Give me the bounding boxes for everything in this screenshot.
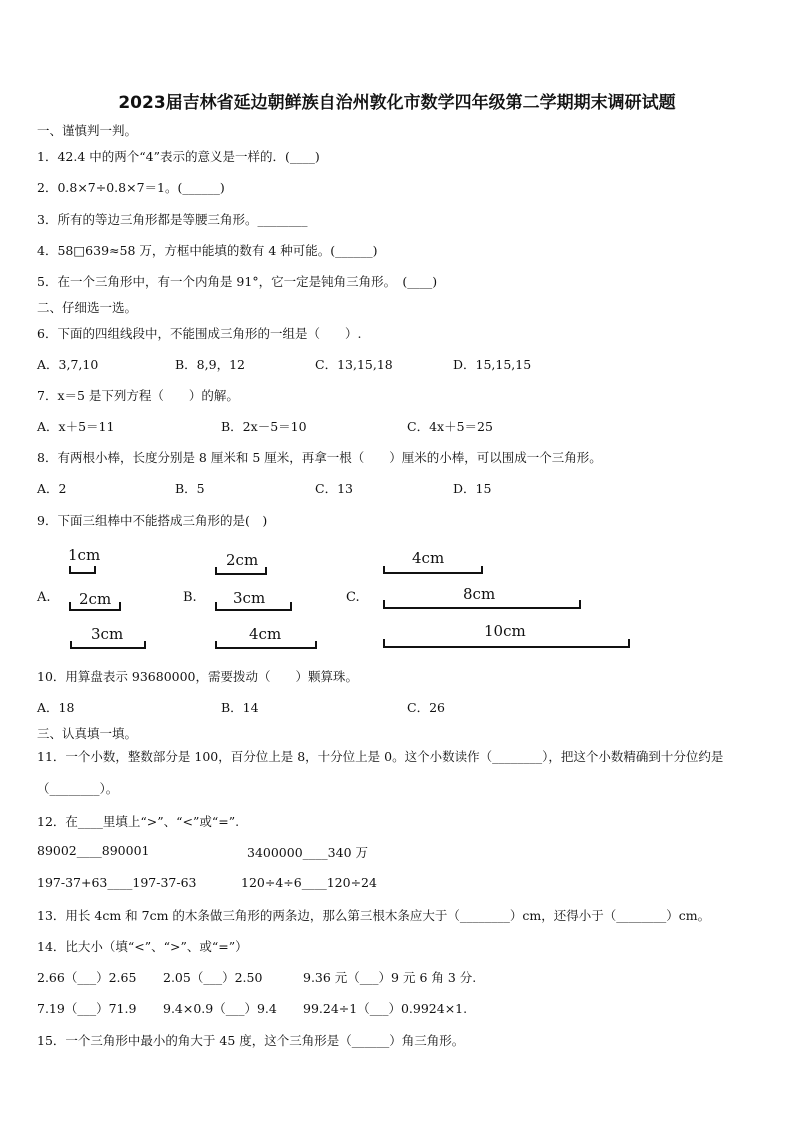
section-heading-2: 二、仔细选一选。: [37, 300, 138, 315]
question-10: 10．用算盘表示 93680000，需要拨动（ ）颗算珠。: [37, 669, 359, 684]
question-4: 4．58□639≈58 万，方框中能填的数有 4 种可能。(______): [37, 243, 378, 258]
stick-c2-length: 8cm: [463, 585, 496, 603]
q14-item-6: 99.24÷1（___）0.9924×1.: [303, 1001, 468, 1016]
question-9: 9．下面三组棒中不能搭成三角形的是( ): [37, 513, 268, 528]
q8-option-a: A．2: [37, 481, 67, 496]
q7-option-a: A．x＋5＝11: [37, 419, 115, 434]
q8-option-b: B．5: [175, 481, 205, 496]
question-5: 5．在一个三角形中，有一个内角是 91°，它一定是钝角三角形。 (____): [37, 274, 438, 289]
question-2: 2．0.8×7÷0.8×7＝1。(______): [37, 180, 225, 195]
q12-item-1: 89002____890001: [37, 843, 150, 858]
q6-option-d: D．15,15,15: [453, 357, 532, 372]
question-12: 12．在____里填上“>”、“<”或“=”.: [37, 814, 240, 829]
q12-item-4: 120÷4÷6____120÷24: [241, 875, 377, 890]
question-13: 13．用长 4cm 和 7cm 的木条做三角形的两条边，那么第三根木条应大于（________）cm，还得小于（________）cm。: [37, 908, 711, 923]
question-7: 7．x＝5 是下列方程（ ）的解。: [37, 388, 239, 403]
question-14: 14．比大小（填“<”、“>”、或“=”）: [37, 939, 248, 954]
q6-option-a: A．3,7,10: [37, 357, 99, 372]
q10-option-b: B．14: [221, 700, 259, 715]
q9-label-a: A.: [37, 590, 51, 605]
q12-item-3: 197-37+63____197-37-63: [37, 875, 197, 890]
q6-option-b: B．8,9，12: [175, 357, 245, 372]
stick-c1-length: 4cm: [412, 549, 445, 567]
q10-option-c: C．26: [407, 700, 445, 715]
section-heading-1: 一、谨慎判一判。: [37, 123, 138, 138]
stick-c3-length: 10cm: [484, 622, 526, 640]
stick-c3: [384, 639, 629, 647]
stick-b1-length: 2cm: [226, 551, 259, 569]
stick-a2-length: 2cm: [79, 590, 112, 608]
q6-option-c: C．13,15,18: [315, 357, 393, 372]
stick-c1: [384, 566, 482, 573]
page-title: 2023届吉林省延边朝鲜族自治州敦化市数学四年级第二学期期末调研试题: [118, 93, 676, 113]
question-6: 6．下面的四组线段中，不能围成三角形的一组是（ ）.: [37, 326, 362, 341]
stick-b2-length: 3cm: [233, 589, 266, 607]
q14-item-3: 9.36 元（___）9 元 6 角 3 分.: [303, 970, 477, 985]
question-15: 15．一个三角形中最小的角大于 45 度，这个三角形是（______）角三角形。: [37, 1033, 465, 1048]
q8-option-c: C．13: [315, 481, 353, 496]
q8-option-d: D．15: [453, 481, 492, 496]
q12-item-2: 3400000____340 万: [247, 845, 369, 860]
q9-stick-diagram: [0, 540, 794, 660]
stick-b3-length: 4cm: [249, 625, 282, 643]
q14-item-4: 7.19（___）71.9: [37, 1001, 137, 1016]
q7-option-c: C．4x＋5＝25: [407, 419, 493, 434]
section-heading-3: 三、认真填一填。: [37, 726, 138, 741]
question-8: 8．有两根小棒，长度分别是 8 厘米和 5 厘米，再拿一根（ ）厘米的小棒，可以围成一个三角形。: [37, 450, 602, 465]
q7-option-b: B．2x－5＝10: [221, 419, 307, 434]
q9-label-c: C.: [346, 590, 360, 605]
stick-a1-length: 1cm: [68, 546, 101, 564]
stick-a3-length: 3cm: [91, 625, 124, 643]
q14-item-5: 9.4×0.9（___）9.4: [163, 1001, 277, 1016]
q10-option-a: A．18: [37, 700, 75, 715]
q9-label-b: B.: [183, 590, 197, 605]
q14-item-2: 2.05（___）2.50: [163, 970, 263, 985]
question-1: 1．42.4 中的两个“4”表示的意义是一样的．(____): [37, 149, 320, 164]
stick-a1: [70, 566, 95, 573]
q14-item-1: 2.66（___）2.65: [37, 970, 137, 985]
question-3: 3．所有的等边三角形都是等腰三角形。________: [37, 212, 308, 227]
question-11: 11．一个小数，整数部分是 100，百分位上是 8，十分位上是 0。这个小数读作（________），把这个小数精确到十分位约是（________）。: [37, 749, 724, 796]
